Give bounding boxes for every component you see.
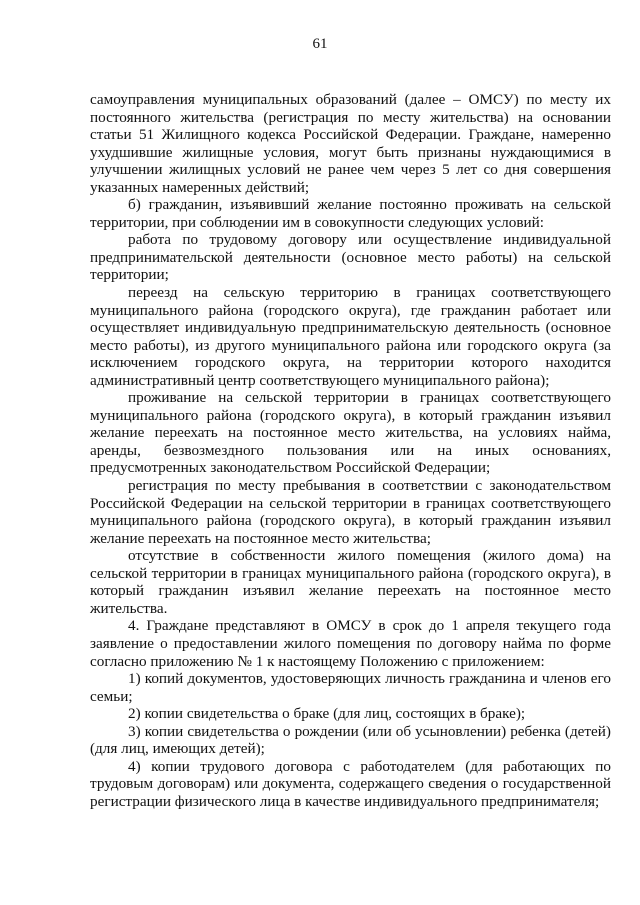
paragraph-condition-registration: регистрация по месту пребывания в соответствии с законодательством Российской Федерации на сельской территории в границах соответствующего муниципального района (городского округа), в который гражданин изъявил желание переехать на постоянное место жительства; bbox=[90, 477, 611, 547]
paragraph-condition-residence: проживание на сельской территории в границах соответствующего муниципального района (городского округа), в который гражданин изъявил желание переехать на постоянное место жительства, на условиях найма, аренды, безвозмездного пользования или на иных основаниях, предусмотренных законодательством Российской Федерации; bbox=[90, 389, 611, 477]
list-item-3: 3) копии свидетельства о рождении (или об усыновлении) ребенка (детей) (для лиц, имеющих детей); bbox=[90, 722, 611, 758]
paragraph-section-4: 4. Граждане представляют в ОМСУ в срок до 1 апреля текущего года заявление о предоставлении жилого помещения по договору найма по форме согласно приложению № 1 к настоящему Положению с приложением: bbox=[90, 617, 611, 670]
paragraph-item-b: б) гражданин, изъявивший желание постоянно проживать на сельской территории, при соблюдении им в совокупности следующих условий: bbox=[90, 196, 611, 231]
paragraph-continuation: самоуправления муниципальных образований (далее – ОМСУ) по месту их постоянного жительства (регистрация по месту жительства) на основании статьи 51 Жилищного кодекса Российской Федерации. Граждане, намеренно ухудшившие жилищные условия, могут быть признаны нуждающимися в улучшении жилищных условий не ранее чем через 5 лет со дня совершения указанных намеренных действий; bbox=[90, 91, 611, 196]
page-number: 61 bbox=[312, 36, 328, 52]
paragraph-condition-no-property: отсутствие в собственности жилого помещения (жилого дома) на сельской территории в границах муниципального района (городского округа), в который гражданин изъявил желание переехать на постоянное место жительства. bbox=[90, 547, 611, 617]
paragraph-condition-work: работа по трудовому договору или осуществление индивидуальной предпринимательской деятельности (основное место работы) на сельской территории; bbox=[90, 231, 611, 284]
list-item-2: 2) копии свидетельства о браке (для лиц, состоящих в браке); bbox=[128, 705, 526, 723]
list-item-1: 1) копий документов, удостоверяющих личность гражданина и членов его семьи; bbox=[90, 670, 611, 705]
list-item-4: 4) копии трудового договора с работодателем (для работающих по трудовым договорам) или документа, содержащего сведения о государственной регистрации физического лица в качестве индивидуального предпринимателя; bbox=[90, 757, 611, 810]
document-body bbox=[90, 91, 611, 810]
paragraph-condition-relocation: переезд на сельскую территорию в границах соответствующего муниципального района (городского округа), где гражданин работает или осуществляет индивидуальную предпринимательскую деятельность (основное место работы), из другого муниципального района или городского округа (за исключением городского округа, на территории которого находится административный центр соответствующего муниципального района); bbox=[90, 284, 611, 389]
